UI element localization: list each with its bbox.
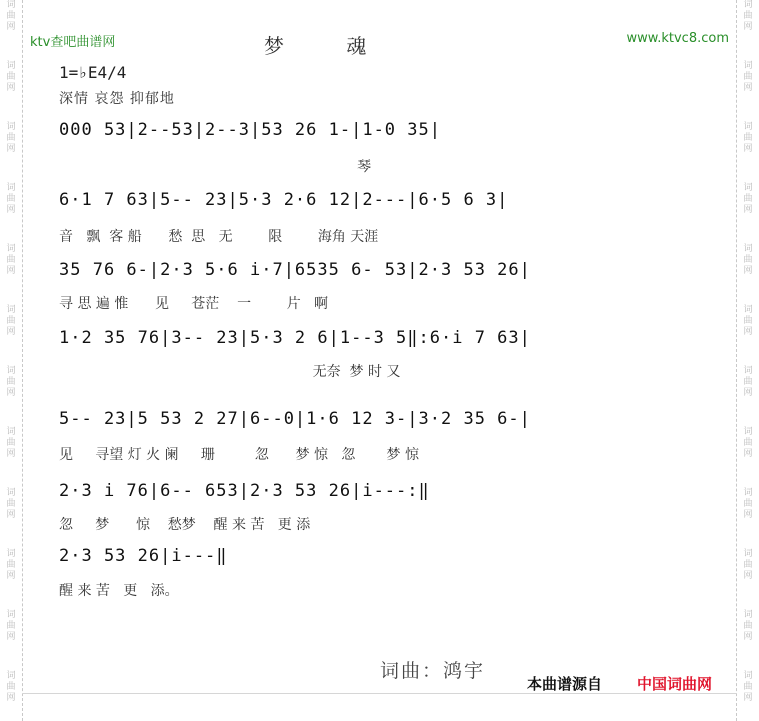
watermark-glyph: 网 xyxy=(743,327,753,337)
watermark-glyph-group xyxy=(737,305,759,338)
watermark-glyph: 网 xyxy=(6,83,16,93)
lyrics-row-6: 忽 梦 惊 愁梦 醒 来 苦 更 添 xyxy=(59,517,311,533)
watermark-glyph: 网 xyxy=(6,327,16,337)
watermark-glyph: 词 xyxy=(6,427,16,437)
watermark-glyph-group xyxy=(0,366,22,399)
watermark-glyph-group xyxy=(737,488,759,521)
watermark-glyph: 曲 xyxy=(743,499,753,509)
lyrics-row-2: 音 飘 客 船 愁 思 无 限 海角 天涯 xyxy=(59,229,379,245)
watermark-glyph: 网 xyxy=(743,266,753,276)
right-watermark-strip xyxy=(736,0,759,721)
watermark-glyph: 网 xyxy=(743,22,753,32)
watermark-glyph: 曲 xyxy=(6,194,16,204)
watermark-glyph: 网 xyxy=(743,449,753,459)
lyrics-row-1: 琴 xyxy=(59,159,372,175)
watermark-glyph: 曲 xyxy=(743,682,753,692)
watermark-glyph-group xyxy=(737,366,759,399)
watermark-glyph: 网 xyxy=(6,144,16,154)
watermark-glyph-group xyxy=(0,427,22,460)
watermark-glyph-group xyxy=(737,549,759,582)
lyrics-row-3: 寻 思 遍 惟 见 苍茫 一 片 啊 xyxy=(59,296,329,312)
watermark-glyph: 词 xyxy=(743,549,753,559)
watermark-glyph: 曲 xyxy=(743,255,753,265)
watermark-glyph: 曲 xyxy=(6,499,16,509)
watermark-glyph: 网 xyxy=(743,632,753,642)
footer-divider xyxy=(22,693,737,694)
watermark-glyph-group xyxy=(737,0,759,33)
watermark-glyph: 网 xyxy=(6,449,16,459)
watermark-glyph-group xyxy=(737,427,759,460)
watermark-glyph: 曲 xyxy=(6,438,16,448)
watermark-glyph: 词 xyxy=(6,671,16,681)
watermark-glyph: 网 xyxy=(6,632,16,642)
watermark-glyph: 词 xyxy=(743,61,753,71)
watermark-glyph: 网 xyxy=(6,388,16,398)
watermark-glyph: 网 xyxy=(743,144,753,154)
watermark-glyph: 网 xyxy=(6,205,16,215)
composer-credit: 词曲：鸿宇 xyxy=(380,660,486,682)
notation-row-6: 2·3 i 76|6-- 653|2·3 53 26|i---:‖ xyxy=(59,481,430,501)
watermark-glyph: 词 xyxy=(743,671,753,681)
watermark-glyph-group xyxy=(0,671,22,704)
song-title: 梦 魂 xyxy=(264,34,395,58)
source-site-link[interactable]: 中国词曲网 xyxy=(637,675,713,693)
watermark-glyph: 词 xyxy=(6,549,16,559)
watermark-glyph: 词 xyxy=(6,305,16,315)
watermark-glyph: 词 xyxy=(6,244,16,254)
watermark-glyph: 词 xyxy=(743,0,753,10)
watermark-glyph: 词 xyxy=(743,366,753,376)
watermark-glyph: 曲 xyxy=(6,316,16,326)
left-site-watermark: ktv查吧曲谱网 xyxy=(30,35,116,50)
lyrics-row-5: 见 寻望 灯 火 阑 珊 忽 梦 惊 忽 梦 惊 xyxy=(59,447,420,463)
lyrics-row-4: 无奈 梦 时 又 xyxy=(59,364,401,380)
watermark-glyph-group xyxy=(737,183,759,216)
watermark-glyph: 曲 xyxy=(743,438,753,448)
watermark-glyph: 词 xyxy=(743,305,753,315)
watermark-glyph: 网 xyxy=(743,388,753,398)
key-signature: 1=♭E4/4 xyxy=(59,63,127,82)
watermark-glyph: 曲 xyxy=(743,133,753,143)
watermark-glyph: 网 xyxy=(6,22,16,32)
watermark-glyph: 词 xyxy=(6,366,16,376)
watermark-glyph: 词 xyxy=(743,122,753,132)
watermark-glyph: 网 xyxy=(6,571,16,581)
watermark-glyph-group xyxy=(0,61,22,94)
notation-row-1: 000 53|2--53|2--3|53 26 1-|1-0 35| xyxy=(59,120,441,140)
watermark-glyph: 曲 xyxy=(743,194,753,204)
watermark-glyph: 曲 xyxy=(6,133,16,143)
right-site-watermark: www.ktvc8.com xyxy=(626,31,729,46)
watermark-glyph: 网 xyxy=(6,693,16,703)
watermark-glyph: 词 xyxy=(6,0,16,10)
watermark-glyph: 曲 xyxy=(6,11,16,21)
watermark-glyph-group xyxy=(0,488,22,521)
watermark-glyph: 曲 xyxy=(743,621,753,631)
watermark-glyph-group xyxy=(0,549,22,582)
source-label: 本曲谱源自 xyxy=(527,675,603,693)
watermark-glyph: 网 xyxy=(743,83,753,93)
watermark-glyph-group xyxy=(0,305,22,338)
watermark-glyph: 词 xyxy=(743,488,753,498)
watermark-glyph: 词 xyxy=(743,183,753,193)
watermark-glyph: 曲 xyxy=(743,316,753,326)
watermark-glyph: 曲 xyxy=(6,72,16,82)
watermark-glyph-group xyxy=(737,244,759,277)
watermark-glyph: 网 xyxy=(743,693,753,703)
notation-row-5: 5-- 23|5 53 2 27|6--0|1·6 12 3-|3·2 35 6-| xyxy=(59,409,531,429)
lyrics-row-7: 醒 来 苦 更 添。 xyxy=(59,583,179,599)
watermark-glyph: 曲 xyxy=(743,377,753,387)
watermark-glyph-group xyxy=(0,122,22,155)
watermark-glyph-group xyxy=(737,671,759,704)
watermark-glyph: 曲 xyxy=(6,682,16,692)
watermark-glyph: 词 xyxy=(743,244,753,254)
watermark-glyph-group xyxy=(737,122,759,155)
watermark-glyph-group xyxy=(737,61,759,94)
watermark-glyph: 网 xyxy=(6,266,16,276)
watermark-glyph-group xyxy=(737,610,759,643)
watermark-glyph: 网 xyxy=(743,205,753,215)
watermark-glyph: 词 xyxy=(6,122,16,132)
notation-row-2: 6·1 7 63|5-- 23|5·3 2·6 12|2---|6·5 6 3| xyxy=(59,190,509,210)
watermark-glyph: 词 xyxy=(743,610,753,620)
watermark-glyph: 曲 xyxy=(6,560,16,570)
watermark-glyph: 词 xyxy=(6,183,16,193)
watermark-glyph: 曲 xyxy=(743,72,753,82)
watermark-glyph-group xyxy=(0,183,22,216)
watermark-glyph: 网 xyxy=(743,571,753,581)
watermark-glyph: 曲 xyxy=(743,11,753,21)
watermark-glyph: 曲 xyxy=(743,560,753,570)
watermark-glyph-group xyxy=(0,0,22,33)
watermark-glyph: 曲 xyxy=(6,377,16,387)
left-watermark-strip xyxy=(0,0,23,721)
watermark-glyph-group xyxy=(0,244,22,277)
watermark-glyph: 词 xyxy=(6,610,16,620)
notation-row-3: 35 76 6-|2·3 5·6 i·7|6535 6- 53|2·3 53 26| xyxy=(59,260,531,280)
watermark-glyph: 词 xyxy=(6,488,16,498)
watermark-glyph: 词 xyxy=(743,427,753,437)
watermark-glyph: 网 xyxy=(6,510,16,520)
notation-row-7: 2·3 53 26|i---‖ xyxy=(59,546,228,566)
watermark-glyph-group xyxy=(0,610,22,643)
expression-marking: 深情 哀怨 抑郁地 xyxy=(59,91,175,107)
watermark-glyph: 词 xyxy=(6,61,16,71)
watermark-glyph: 网 xyxy=(743,510,753,520)
notation-row-4: 1·2 35 76|3-- 23|5·3 2 6|1--3 5‖:6·i 7 63| xyxy=(59,328,531,348)
watermark-glyph: 曲 xyxy=(6,255,16,265)
watermark-glyph: 曲 xyxy=(6,621,16,631)
